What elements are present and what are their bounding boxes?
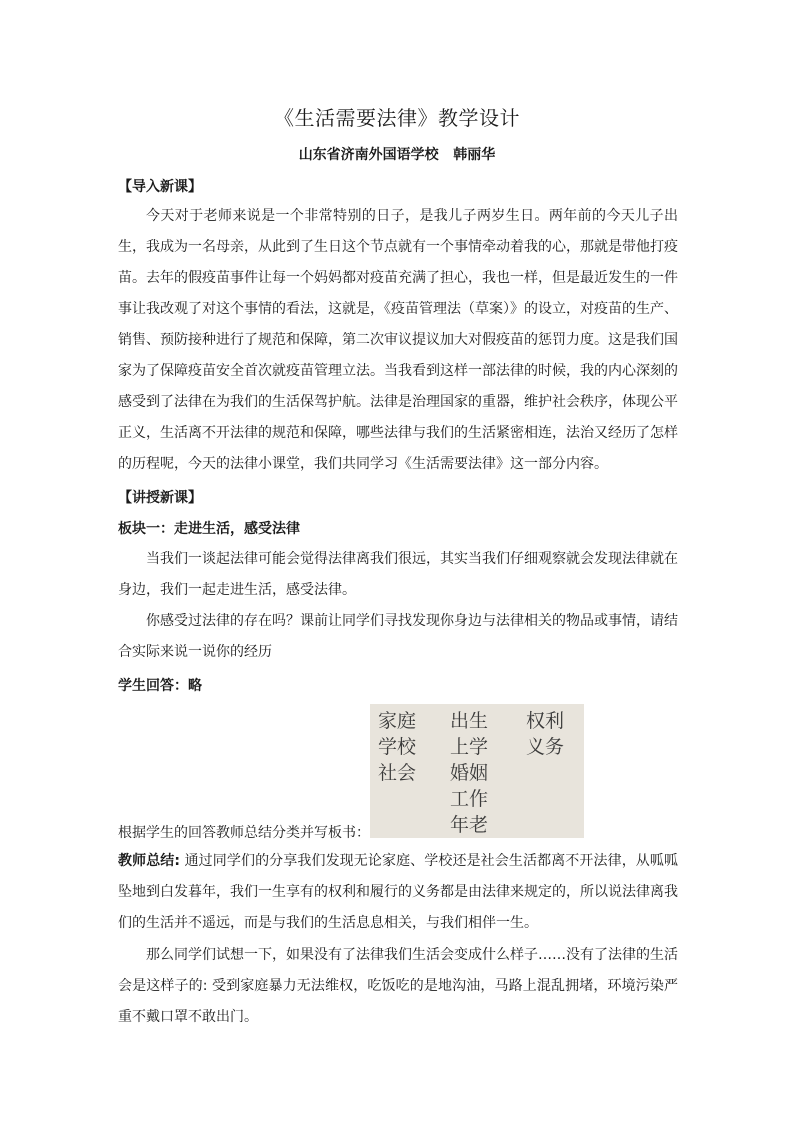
intro-paragraph: 今天对于老师来说是一个非常特别的日子，是我儿子两岁生日。两年前的今天儿子出生，我成为一名母亲，从此到了生日这个节点就有一个事情牵动着我的心，那就是带他打疫苗。去年的假疫苗事件让每一个妈妈都对疫苗充满了担心，我也一样，但是最近发生的一件事让我改观了对这个事情的看法，这就是，《疫苗管理法（草案）》的设立，对疫苗的生产、销售、预防接种进行了规范和保障，第二次审议提议加大对假疫苗的惩罚力度。这是我们国家为了保障疫苗安全首次就疫苗管理立法。当我看到这样一部法律的时候，我的内心深刻的感受到了法律在为我们的生活保驾护航。法律是治理国家的重器，维护社会秩序，体现公平正义，生活离不开法律的规范和保障，哪些法律与我们的生活紧密相连，法治又经历了怎样的历程呢，今天的法律小课堂，我们共同学习《生活需要法律》这一部分内容。 <box>118 208 678 472</box>
block1-paragraph-2: 你感受过法律的存在吗？课前让同学们寻找发现你身边与法律相关的物品或事情，请结合实际来说一说你的经历 <box>118 613 678 660</box>
board-item: 义务 <box>526 736 565 758</box>
document-author: 山东省济南外国语学校 韩丽华 <box>298 147 496 163</box>
teacher-summary-paragraph <box>118 846 678 939</box>
board-item: 婚姻 <box>450 762 489 784</box>
section-heading-lecture: 【讲授新课】 <box>118 490 202 506</box>
block1-heading: 板块一：走进生活，感受法律 <box>118 521 300 537</box>
teacher-summary-text: 通过同学们的分享我们发现无论家庭、学校还是社会生活都离不开法律，从呱呱坠地到白发暮年，我们一生享有的权利和履行的义务都是由法律来规定的，所以说法律离我们的生活并不遥远，而是与我们的生活息息相关，与我们相伴一生。 <box>118 853 678 931</box>
teacher-summary-label: 教师总结: <box>118 853 181 869</box>
board-column-1 <box>378 708 416 786</box>
board-caption: 根据学生的回答教师总结分类并写板书： <box>118 825 370 841</box>
board-item: 上学 <box>450 736 489 758</box>
board-item: 家庭 <box>378 710 417 732</box>
board-item: 年老 <box>450 814 489 836</box>
block1-paragraph-1: 当我们一谈起法律可能会觉得法律离我们很远，其实当我们仔细观察就会发现法律就在身边，我们一起走进生活，感受法律。 <box>118 551 678 598</box>
board-item: 出生 <box>450 710 489 732</box>
board-item: 社会 <box>378 762 417 784</box>
document-title: 《生活需要法律》教学设计 <box>274 106 520 130</box>
board-column-3 <box>526 708 564 760</box>
board-column-2 <box>450 708 488 838</box>
student-answer-label: 学生回答：略 <box>118 678 202 694</box>
final-paragraph: 那么同学们试想一下，如果没有了法律我们生活会变成什么样子……没有了法律的生活会是这样子的: 受到家庭暴力无法维权，吃饭吃的是地沟油，马路上混乱拥堵，环境污染严重不戴口罩不敢出门。 <box>118 947 678 1025</box>
section-heading-intro: 【导入新课】 <box>118 179 202 195</box>
board-item: 权利 <box>526 710 565 732</box>
board-item: 学校 <box>378 736 417 758</box>
board-item: 工作 <box>450 788 489 810</box>
blackboard-summary-box <box>370 704 584 838</box>
